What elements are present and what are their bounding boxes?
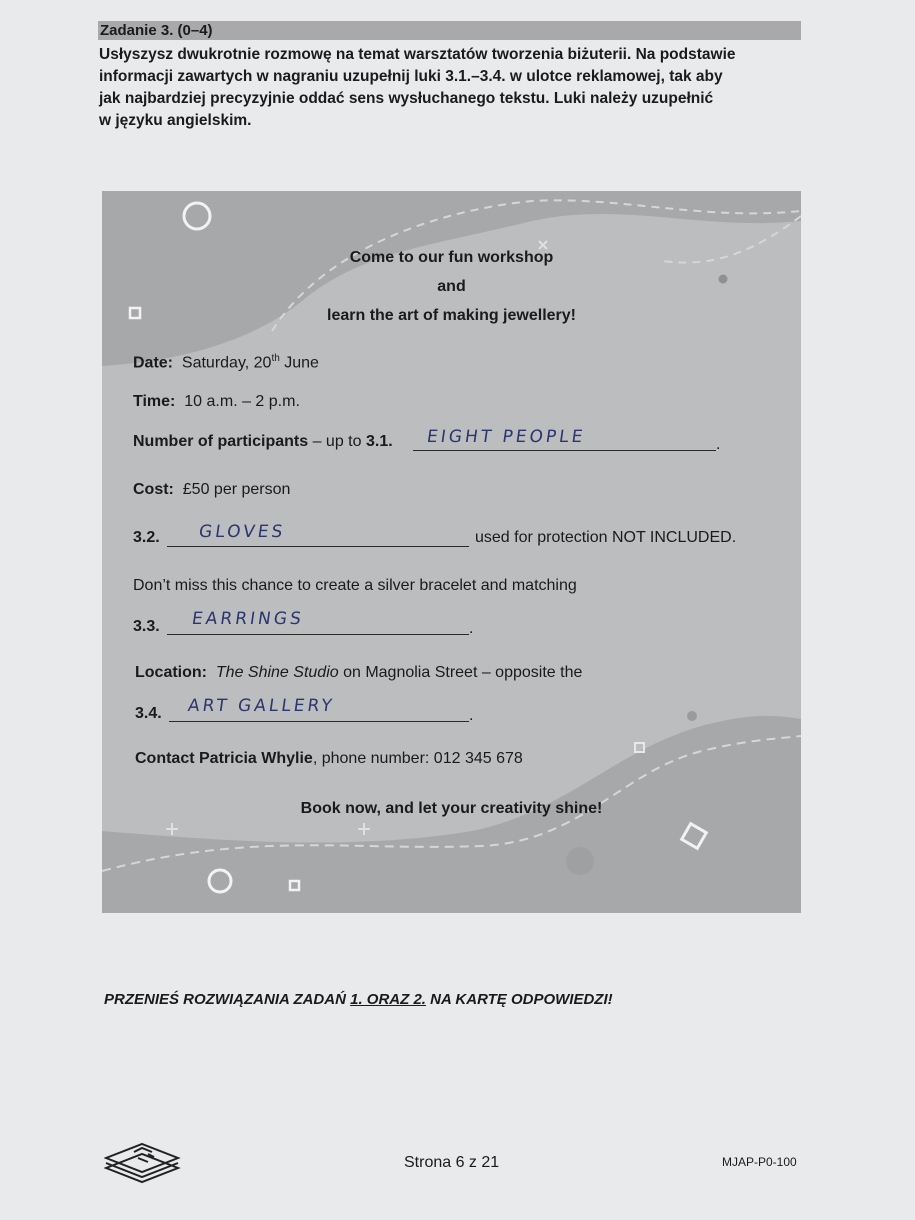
location-row <box>135 664 582 682</box>
contact-name: Contact Patricia Whylie <box>135 750 313 767</box>
answer-3-3: EARRINGS <box>190 609 306 629</box>
cost-label: Cost: <box>133 481 174 498</box>
dot: . <box>716 436 721 453</box>
time-value: 10 a.m. – 2 p.m. <box>184 393 300 410</box>
cke-logo-icon <box>104 1138 182 1186</box>
gap-3-4-label-wrap <box>135 705 162 723</box>
instruction-line: jak najbardziej precyzyjnie oddać sens wysłuchanego tekstu. Luki należy uzupełnić <box>99 90 714 107</box>
date-value: Saturday, 20 <box>181 354 272 372</box>
page-number: Strona 6 z 21 <box>404 1154 500 1171</box>
closing-line: Book now, and let your creativity shine! <box>300 800 603 817</box>
gap-3-4-label: 3.4. <box>135 705 162 722</box>
answer-line-3-2 <box>167 546 469 547</box>
contact-phone: , phone number: 012 345 678 <box>312 750 523 767</box>
dot: . <box>469 707 474 724</box>
location-studio: The Shine Studio <box>215 664 339 681</box>
instruction-line: Usłyszysz dwukrotnie rozmowę na temat warsztatów tworzenia biżuterii. Na podstawie <box>99 46 736 63</box>
gap-3-1-label: 3.1. <box>365 433 393 450</box>
participants-label: Number of participants <box>133 433 309 450</box>
date-month: June <box>279 354 319 372</box>
exam-code: MJAP-P0-100 <box>722 1155 797 1169</box>
chance-text: Don’t miss this chance to create a silver bracelet and matching <box>133 577 577 594</box>
time-label: Time: <box>133 393 176 410</box>
answer-3-2: GLOVES <box>197 522 287 542</box>
date-row <box>133 353 319 372</box>
time-row <box>133 393 300 411</box>
participants-row <box>133 433 393 451</box>
date-suffix: th <box>271 353 280 364</box>
gap-3-2-label: 3.2. <box>133 529 160 546</box>
gap-3-3-label-wrap <box>133 618 160 636</box>
flyer-title-line-2: and <box>437 278 466 295</box>
transfer-note <box>104 991 613 1008</box>
task-header: Zadanie 3. (0–4) <box>100 22 213 39</box>
instruction-line: w języku angielskim. <box>99 112 252 129</box>
workshop-flyer <box>102 191 801 913</box>
gap-3-3-label: 3.3. <box>133 618 160 635</box>
dot: . <box>469 620 474 637</box>
transfer-note-start: PRZENIEŚ ROZWIĄZANIA ZADAŃ <box>104 991 351 1008</box>
gap-3-2-label-wrap <box>133 529 160 547</box>
cost-value: £50 per person <box>182 481 291 498</box>
answer-line-3-4 <box>169 721 469 722</box>
after-3-2: used for protection NOT INCLUDED. <box>475 529 737 546</box>
transfer-note-underlined: 1. ORAZ 2. <box>350 991 426 1008</box>
contact-row <box>135 750 523 768</box>
date-label: Date: <box>133 354 174 372</box>
cost-row <box>133 481 290 499</box>
location-rest: on Magnolia Street – opposite the <box>338 664 583 681</box>
task-header-bar <box>98 21 801 40</box>
flyer-title-line-1: Come to our fun workshop <box>349 249 554 266</box>
answer-line-3-1 <box>413 450 716 451</box>
instruction-line: informacji zawartych w nagraniu uzupełnij luki 3.1.–3.4. w ulotce reklamowej, tak aby <box>99 68 723 85</box>
transfer-note-end: NA KARTĘ ODPOWIEDZI! <box>425 991 613 1008</box>
answer-3-4: ART GALLERY <box>186 696 336 716</box>
answer-line-3-3 <box>167 634 469 635</box>
task-instructions <box>99 44 811 132</box>
location-label: Location: <box>135 664 207 681</box>
flyer-title-line-3: learn the art of making jewellery! <box>327 307 576 324</box>
answer-3-1: EIGHT PEOPLE <box>425 427 587 447</box>
participants-mid: – up to <box>308 433 366 450</box>
